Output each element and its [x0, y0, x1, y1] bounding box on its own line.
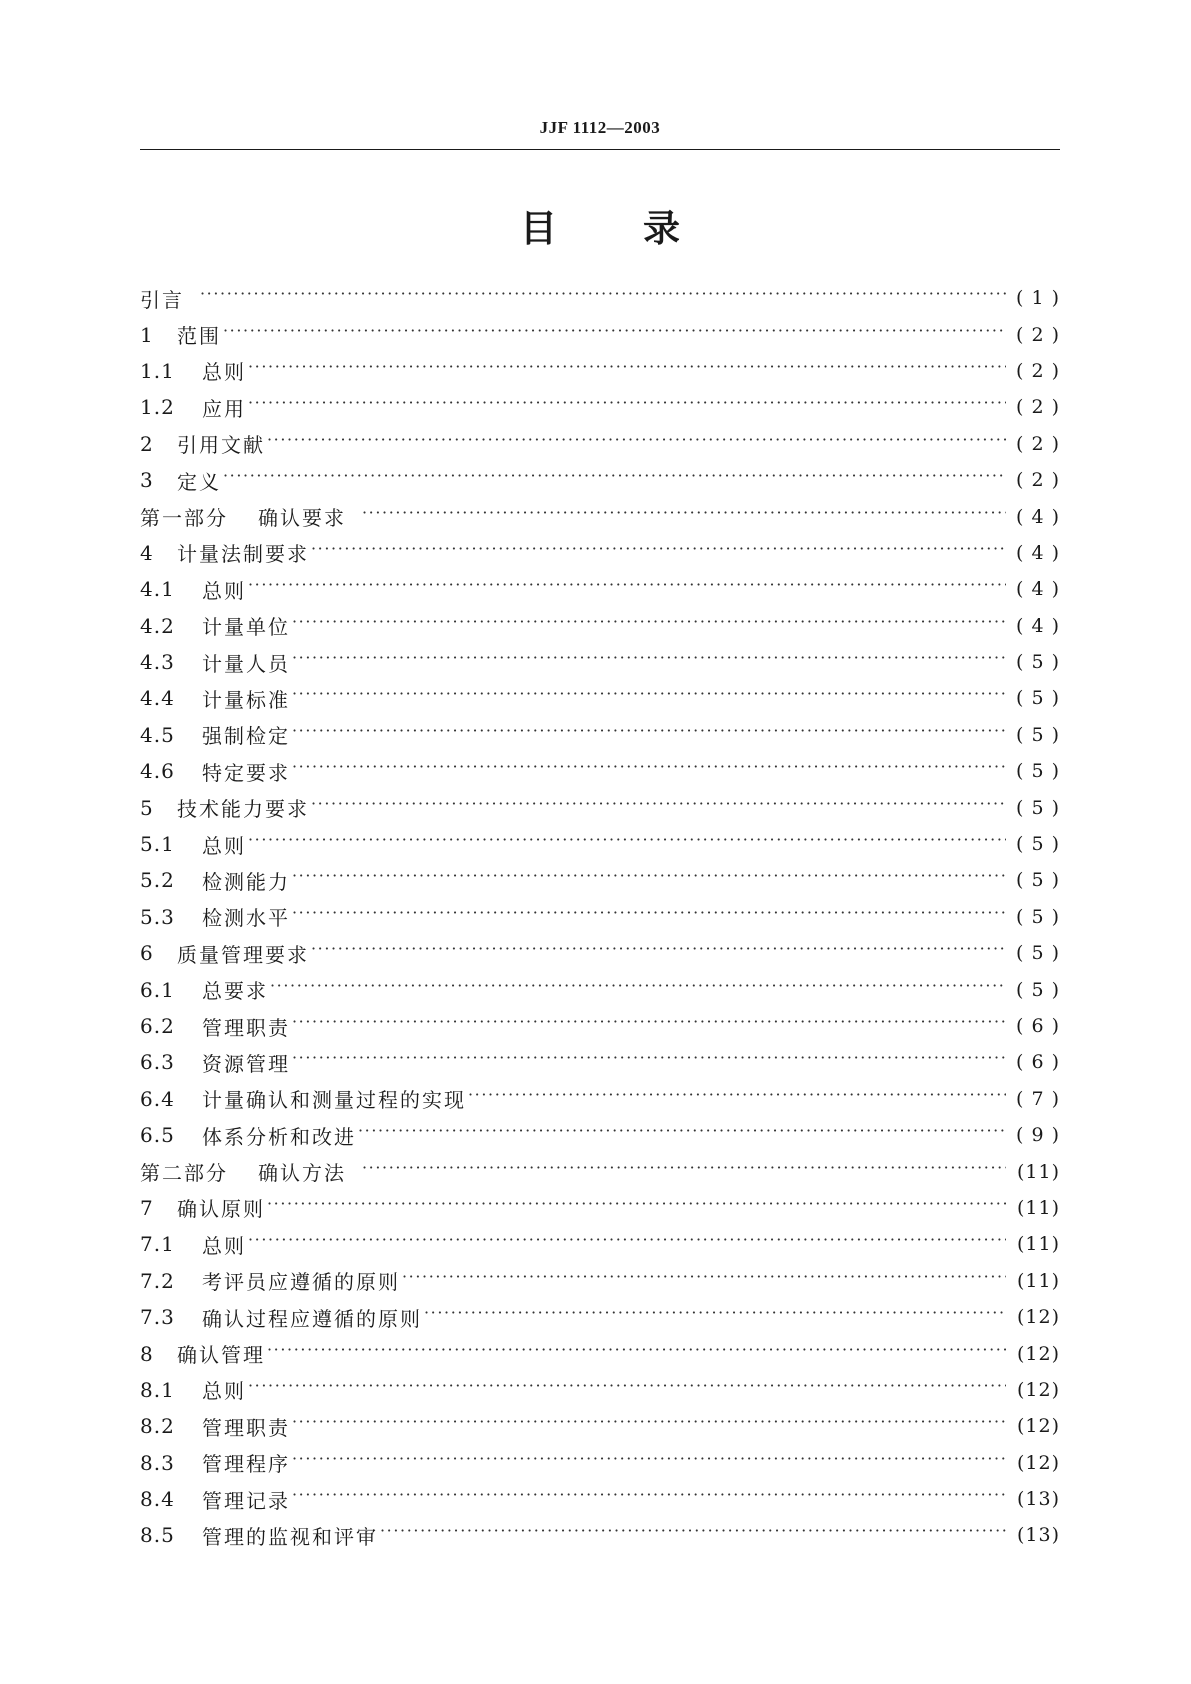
toc-dot-leader — [267, 1344, 1006, 1364]
toc-dot-leader — [292, 1016, 1006, 1036]
toc-entry-label: 管理职责 — [202, 1415, 290, 1440]
table-of-contents — [140, 280, 1060, 1554]
toc-title-char-2: 录 — [643, 207, 680, 250]
toc-dot-leader — [362, 507, 1006, 527]
toc-entry[interactable] — [140, 644, 1060, 680]
toc-entry[interactable] — [140, 1044, 1060, 1080]
toc-entry-number: 4 — [140, 540, 154, 565]
toc-dot-leader — [311, 543, 1006, 563]
toc-entry[interactable] — [140, 789, 1060, 825]
toc-entry-label: 计量单位 — [202, 615, 290, 640]
toc-entry[interactable] — [140, 426, 1060, 462]
toc-dot-leader — [267, 1198, 1006, 1218]
toc-entry-number: 5.3 — [140, 904, 175, 929]
toc-entry[interactable] — [140, 498, 1060, 534]
toc-dot-leader — [200, 288, 1006, 308]
toc-entry-page: (13) — [1016, 1488, 1060, 1511]
toc-entry-label: 总则 — [202, 1379, 246, 1404]
toc-entry-page: (12) — [1016, 1451, 1060, 1474]
toc-entry[interactable] — [140, 462, 1060, 498]
toc-entry[interactable] — [140, 1226, 1060, 1262]
toc-entry-page: ( 2 ) — [1016, 432, 1060, 455]
toc-entry-page: ( 5 ) — [1016, 869, 1060, 892]
toc-entry-label: 特定要求 — [202, 760, 290, 785]
toc-entry-number: 6.1 — [140, 977, 175, 1002]
toc-entry[interactable] — [140, 1445, 1060, 1481]
toc-entry-number: 8.3 — [140, 1450, 175, 1475]
toc-entry-number: 7.1 — [140, 1232, 175, 1257]
toc-entry-page: ( 5 ) — [1016, 905, 1060, 928]
toc-entry[interactable] — [140, 1190, 1060, 1226]
toc-entry[interactable] — [140, 1408, 1060, 1444]
toc-dot-leader — [292, 1489, 1006, 1509]
page-header-standard-code: JJF 1112—2003 — [539, 118, 661, 137]
toc-entry-page: ( 4 ) — [1016, 541, 1060, 564]
toc-entry[interactable] — [140, 753, 1060, 789]
toc-entry-label: 强制检定 — [202, 724, 290, 749]
toc-entry-label: 范围 — [177, 324, 221, 349]
toc-entry-label: 确认管理 — [177, 1343, 265, 1368]
toc-entry[interactable] — [140, 389, 1060, 425]
toc-entry-label: 计量人员 — [202, 651, 290, 676]
toc-entry-page: (12) — [1016, 1342, 1060, 1365]
toc-entry-page: (12) — [1016, 1378, 1060, 1401]
toc-entry-page: ( 6 ) — [1016, 1051, 1060, 1074]
toc-entry[interactable] — [140, 1372, 1060, 1408]
toc-entry-label: 考评员应遵循的原则 — [202, 1270, 400, 1295]
toc-entry[interactable] — [140, 1299, 1060, 1335]
toc-dot-leader — [248, 579, 1006, 599]
toc-entry-number: 4.4 — [140, 686, 175, 711]
toc-entry-label: 检测能力 — [202, 869, 290, 894]
toc-entry-label: 体系分析和改进 — [202, 1124, 356, 1149]
toc-entry-label: 管理程序 — [202, 1452, 290, 1477]
toc-entry-label: 技术能力要求 — [177, 797, 309, 822]
toc-title — [140, 198, 1060, 252]
toc-entry-number: 3 — [140, 468, 154, 493]
toc-entry-page: ( 7 ) — [1016, 1087, 1060, 1110]
toc-entry-label: 检测水平 — [202, 906, 290, 931]
toc-entry-number: 5.2 — [140, 868, 175, 893]
toc-entry[interactable] — [140, 353, 1060, 389]
toc-entry[interactable] — [140, 899, 1060, 935]
toc-dot-leader — [292, 1453, 1006, 1473]
toc-dot-leader — [380, 1525, 1006, 1545]
toc-entry-label: 确认原则 — [177, 1197, 265, 1222]
toc-entry-label: 计量确认和测量过程的实现 — [202, 1088, 466, 1113]
toc-entry[interactable] — [140, 1481, 1060, 1517]
toc-entry-page: (11) — [1016, 1233, 1060, 1256]
toc-entry[interactable] — [140, 608, 1060, 644]
toc-entry-label: 计量法制要求 — [177, 542, 309, 567]
toc-entry[interactable] — [140, 1008, 1060, 1044]
toc-dot-leader — [358, 1125, 1006, 1145]
toc-dot-leader — [248, 1380, 1006, 1400]
toc-part-number: 第二部分 — [140, 1161, 228, 1186]
toc-entry-number: 1.2 — [140, 395, 175, 420]
header-divider — [140, 149, 1060, 150]
toc-entry-number: 1 — [140, 322, 154, 347]
toc-entry-page: (11) — [1016, 1269, 1060, 1292]
toc-entry-page: ( 1 ) — [1016, 287, 1060, 310]
toc-entry-number: 6.5 — [140, 1123, 175, 1148]
toc-entry-label: 引言 — [140, 287, 184, 312]
toc-dot-leader — [267, 434, 1006, 454]
toc-entry-page: ( 5 ) — [1016, 723, 1060, 746]
toc-entry-number: 5.1 — [140, 832, 175, 857]
toc-dot-leader — [311, 943, 1006, 963]
toc-entry[interactable] — [140, 1517, 1060, 1553]
toc-dot-leader — [292, 907, 1006, 927]
toc-entry-page: ( 2 ) — [1016, 359, 1060, 382]
toc-dot-leader — [292, 652, 1006, 672]
toc-entry-label: 总则 — [202, 1233, 246, 1258]
toc-entry-number: 8.2 — [140, 1414, 175, 1439]
toc-entry-label: 应用 — [202, 396, 246, 421]
toc-entry-number: 8.4 — [140, 1487, 175, 1512]
toc-entry[interactable] — [140, 1263, 1060, 1299]
toc-entry-label: 总则 — [202, 578, 246, 603]
toc-entry-page: (11) — [1016, 1196, 1060, 1219]
toc-entry[interactable] — [140, 280, 1060, 316]
toc-entry-page: (13) — [1016, 1524, 1060, 1547]
toc-entry-number: 8.5 — [140, 1523, 175, 1548]
toc-entry-number: 7 — [140, 1195, 154, 1220]
toc-entry-number: 2 — [140, 431, 154, 456]
toc-entry-number: 4.3 — [140, 650, 175, 675]
toc-entry-number: 6.2 — [140, 1014, 175, 1038]
toc-entry[interactable] — [140, 1117, 1060, 1153]
toc-entry-label: 确认过程应遵循的原则 — [202, 1306, 422, 1331]
toc-entry-number: 6.4 — [140, 1086, 175, 1111]
toc-entry-page: ( 5 ) — [1016, 796, 1060, 819]
toc-entry[interactable] — [140, 935, 1060, 971]
toc-dot-leader — [402, 1271, 1006, 1291]
toc-dot-leader — [292, 688, 1006, 708]
toc-entry-page: ( 9 ) — [1016, 1124, 1060, 1147]
toc-dot-leader — [248, 1234, 1006, 1254]
toc-entry-number: 6.3 — [140, 1050, 175, 1075]
toc-dot-leader — [292, 616, 1006, 636]
toc-dot-leader — [292, 1052, 1006, 1072]
toc-dot-leader — [248, 361, 1006, 381]
toc-entry-number: 5 — [140, 795, 154, 820]
toc-dot-leader — [223, 470, 1006, 490]
toc-entry-label: 总则 — [202, 833, 246, 858]
toc-entry-page: ( 5 ) — [1016, 978, 1060, 1001]
toc-entry[interactable] — [140, 571, 1060, 607]
toc-entry[interactable] — [140, 1153, 1060, 1189]
toc-dot-leader — [468, 1089, 1006, 1109]
toc-entry[interactable] — [140, 680, 1060, 716]
toc-dot-leader — [424, 1307, 1006, 1327]
toc-entry-label: 总则 — [202, 360, 246, 385]
toc-entry-page: ( 5 ) — [1016, 833, 1060, 856]
toc-entry[interactable] — [140, 316, 1060, 352]
toc-dot-leader — [292, 725, 1006, 745]
toc-entry-label: 管理记录 — [202, 1488, 290, 1513]
toc-entry[interactable] — [140, 862, 1060, 898]
toc-entry-number: 7.2 — [140, 1268, 175, 1293]
toc-dot-leader — [292, 870, 1006, 890]
toc-entry-page: ( 6 ) — [1016, 1015, 1060, 1037]
toc-entry-number: 8 — [140, 1341, 154, 1366]
toc-entry-page: (11) — [1016, 1160, 1060, 1183]
toc-dot-leader — [292, 1416, 1006, 1436]
toc-entry-number: 4.1 — [140, 577, 175, 602]
toc-entry[interactable] — [140, 535, 1060, 571]
toc-entry-number: 8.1 — [140, 1377, 175, 1402]
toc-entry[interactable] — [140, 971, 1060, 1007]
toc-entry-page: ( 5 ) — [1016, 651, 1060, 674]
toc-entry-number: 1.1 — [140, 358, 175, 383]
toc-entry-page: ( 5 ) — [1016, 942, 1060, 965]
toc-dot-leader — [270, 980, 1006, 1000]
toc-dot-leader — [311, 798, 1006, 818]
toc-title-char-1: 目 — [520, 207, 557, 250]
toc-entry-label: 确认方法 — [258, 1161, 346, 1186]
toc-entry-label: 计量标准 — [202, 687, 290, 712]
toc-entry-number: 4.6 — [140, 759, 175, 784]
toc-entry-label: 资源管理 — [202, 1051, 290, 1076]
toc-dot-leader — [292, 761, 1006, 781]
toc-entry-page: (12) — [1016, 1415, 1060, 1438]
toc-entry-page: ( 5 ) — [1016, 687, 1060, 710]
toc-entry-page: ( 4 ) — [1016, 614, 1060, 637]
toc-entry-page: ( 4 ) — [1016, 505, 1060, 528]
toc-entry-page: ( 5 ) — [1016, 760, 1060, 783]
toc-dot-leader — [223, 325, 1006, 345]
toc-part-number: 第一部分 — [140, 506, 228, 531]
toc-entry-label: 管理职责 — [202, 1015, 290, 1040]
toc-entry[interactable] — [140, 717, 1060, 753]
toc-entry-page: ( 4 ) — [1016, 578, 1060, 601]
toc-entry[interactable] — [140, 1335, 1060, 1371]
toc-entry-label: 管理的监视和评审 — [202, 1524, 378, 1549]
toc-entry[interactable] — [140, 826, 1060, 862]
toc-entry-number: 7.3 — [140, 1305, 175, 1330]
toc-entry-label: 引用文献 — [177, 433, 265, 458]
toc-entry-page: ( 2 ) — [1016, 396, 1060, 419]
toc-entry-number: 4.5 — [140, 722, 175, 747]
toc-entry-label: 质量管理要求 — [177, 942, 309, 967]
toc-entry-page: ( 2 ) — [1016, 323, 1060, 346]
toc-entry-page: ( 2 ) — [1016, 469, 1060, 492]
toc-entry-page: (12) — [1016, 1306, 1060, 1329]
toc-dot-leader — [248, 834, 1006, 854]
toc-entry-label: 定义 — [177, 469, 221, 494]
toc-entry-label: 确认要求 — [258, 506, 346, 531]
toc-dot-leader — [248, 397, 1006, 417]
toc-entry[interactable] — [140, 1081, 1060, 1117]
toc-entry-number: 6 — [140, 941, 154, 966]
toc-dot-leader — [362, 1162, 1006, 1182]
toc-entry-label: 总要求 — [202, 979, 268, 1004]
toc-entry-number: 4.2 — [140, 613, 175, 638]
